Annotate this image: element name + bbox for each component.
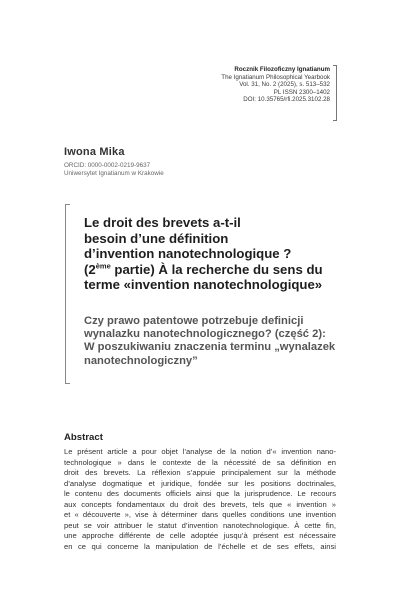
author-orcid[interactable]: ORCID: 0000-0002-0219-9637 — [64, 162, 151, 169]
abstract-line: d’analyse dogmatique et juridique, fondée sur les positions doctrinales, — [64, 478, 336, 488]
title-part: partie) À la recherche du sens du — [110, 261, 323, 277]
title-line: terme «invention nanotechnologique» — [84, 277, 323, 293]
title-bracket — [65, 204, 70, 384]
journal-subtitle: The Ignatianum Philosophical Yearbook — [221, 73, 330, 81]
journal-volume: Vol. 31, No. 2 (2025), s. 513–532 — [239, 81, 330, 89]
title-line: Le droit des brevets a-t-il — [84, 215, 241, 230]
abstract-line: aux concepts fondamentaux du droit des brevets, tels que « invention » — [64, 499, 336, 509]
abstract-line: peut se voir attribuer le statut d’invention nanotechnologique. À cette fin, — [64, 520, 336, 530]
article-subtitle-polish — [84, 315, 354, 368]
subtitle-line: wynalazku nanotechnologicznego? (część 2): — [84, 328, 326, 341]
title-superscript: ème — [95, 261, 111, 271]
abstract-line: technologique » dans le contexte de la nécessité de sa définition en — [64, 457, 336, 467]
subtitle-line: Czy prawo patentowe potrzebuje definicji — [84, 315, 304, 327]
journal-issn: PL ISSN 2300–1402 — [273, 88, 330, 96]
author-name: Iwona Mika — [64, 146, 125, 158]
article-title — [84, 215, 354, 293]
title-line: d’invention nanotechnologique ? — [84, 246, 292, 262]
title-line: besoin d’une définition — [84, 230, 229, 246]
abstract-body — [64, 447, 336, 552]
abstract-line: le contenu des documents officiels ainsi que la jurisprudence. Le recours — [64, 489, 336, 498]
abstract-line: une approche différente de celle adoptée jusqu’à présent est nécessaire — [64, 531, 336, 540]
abstract-line: et « découverte », vise à déterminer dans quelles conditions une invention — [64, 510, 336, 519]
subtitle-line: W poszukiwaniu znaczenia terminu „wynalazek — [84, 341, 336, 354]
abstract-line: droit des brevets. La réflexion s’appuie principalement sur la méthode — [64, 468, 336, 477]
subtitle-line: nanotechnologiczny” — [84, 354, 198, 367]
journal-info-bracket — [333, 65, 337, 121]
author-affiliation: Uniwersytet Ignatianum w Krakowie — [64, 170, 164, 177]
abstract-line: Le présent article a pour objet l’analyse de la notion d’« invention nano- — [64, 447, 336, 456]
journal-doi[interactable]: DOI: 10.35765/rfi.2025.3102.28 — [243, 96, 330, 104]
abstract-heading: Abstract — [64, 432, 103, 443]
title-part: (2 — [84, 261, 96, 277]
journal-name: Rocznik Filozoficzny Ignatianum — [234, 66, 330, 73]
title-line — [84, 262, 354, 278]
journal-info — [221, 66, 330, 104]
author-affiliation-block — [64, 162, 164, 178]
abstract-line: en ce qui concerne la manipulation de l’échelle et de ses effets, ainsi — [64, 541, 336, 551]
